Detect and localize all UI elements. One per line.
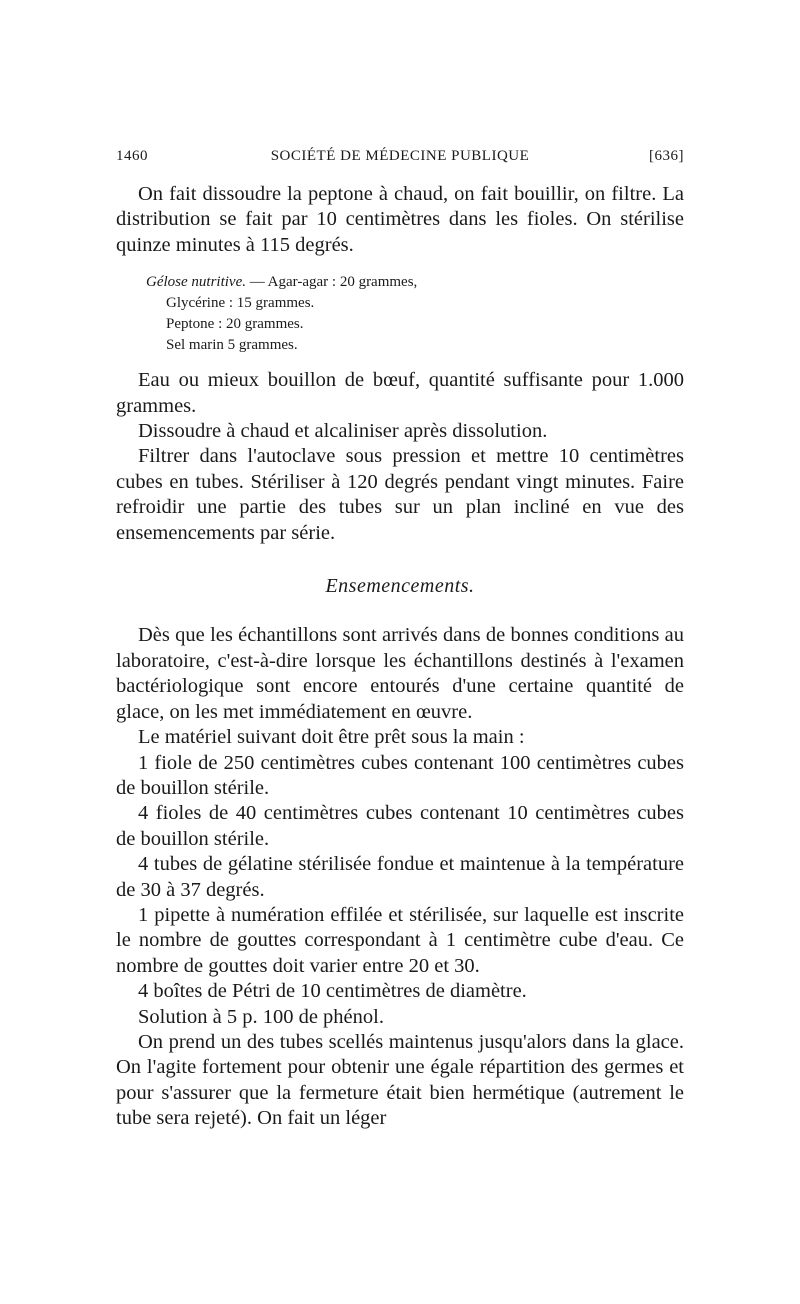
recipe-item: Peptone : 20 grammes.: [166, 316, 304, 333]
page-header: [116, 148, 684, 172]
list-item: Solution à 5 p. 100 de phénol.: [138, 1005, 384, 1028]
paragraph-intro: On fait dissoudre la peptone à chaud, on fait bouillir, on filtre. La distribution se fait par 10 centimètres dans les fioles. On stérilise quinze minutes à 115 degrés.: [116, 183, 684, 256]
list-item: 4 tubes de gélatine stérilisée fondue et maintenue à la température de 30 à 37 degrés.: [116, 853, 684, 901]
recipe-block: [116, 272, 684, 356]
recipe-first-line: [116, 272, 684, 293]
recipe-title: Gélose nutritive.: [146, 274, 246, 291]
section-title: Ensemencements.: [325, 575, 475, 598]
paragraph: Eau ou mieux bouillon de bœuf, quantité suffisante pour 1.000 grammes.: [116, 369, 684, 417]
paragraph: Le matériel suivant doit être prêt sous la main :: [138, 726, 525, 749]
paragraph: On prend un des tubes scellés maintenus jusqu'alors dans la glace. On l'agite fortement pour obtenir une égale répartition des germes et pour s'assurer que la fermeture était bien hermétique (autrement le tube sera rejeté). On fait un léger: [116, 1030, 684, 1130]
list-item: 1 fiole de 250 centimètres cubes contenant 100 centimètres cubes de bouillon stérile.: [116, 751, 684, 799]
page-body: [116, 182, 684, 1132]
paragraph: Dès que les échantillons sont arrivés dans de bonnes conditions au laboratoire, c'est-à-dire lorsque les échantillons destinés à l'examen bactériologique sont encore entourés d'une certaine quantité de glace, on les met immédiatement en œuvre.: [116, 624, 684, 723]
recipe-item: Glycérine : 15 grammes.: [166, 295, 315, 312]
list-item: 1 pipette à numération effilée et stérilisée, sur laquelle est inscrite le nombre de gouttes correspondant à 1 centimètre cube d'eau. Ce nombre de gouttes doit varier entre 20 et 30.: [116, 903, 684, 977]
running-title: SOCIÉTÉ DE MÉDECINE PUBLIQUE: [270, 148, 530, 164]
recipe-item: — Agar-agar : 20 grammes,: [245, 274, 418, 291]
list-item: 4 fioles de 40 centimètres cubes contenant 10 centimètres cubes de bouillon stérile.: [116, 802, 684, 850]
paragraph: Dissoudre à chaud et alcaliniser après dissolution.: [138, 420, 548, 443]
page-number: 1460: [116, 148, 148, 164]
recipe-item: Sel marin 5 grammes.: [166, 337, 298, 354]
sheet-number: [636]: [649, 148, 684, 164]
paragraph: Filtrer dans l'autoclave sous pression et mettre 10 centimètres cubes en tubes. Stériliser à 120 degrés pendant vingt minutes. Faire refroidir une partie des tubes sur un plan incliné en vue des ensemencements par série.: [116, 445, 684, 544]
list-item: 4 boîtes de Pétri de 10 centimètres de diamètre.: [138, 980, 527, 1003]
